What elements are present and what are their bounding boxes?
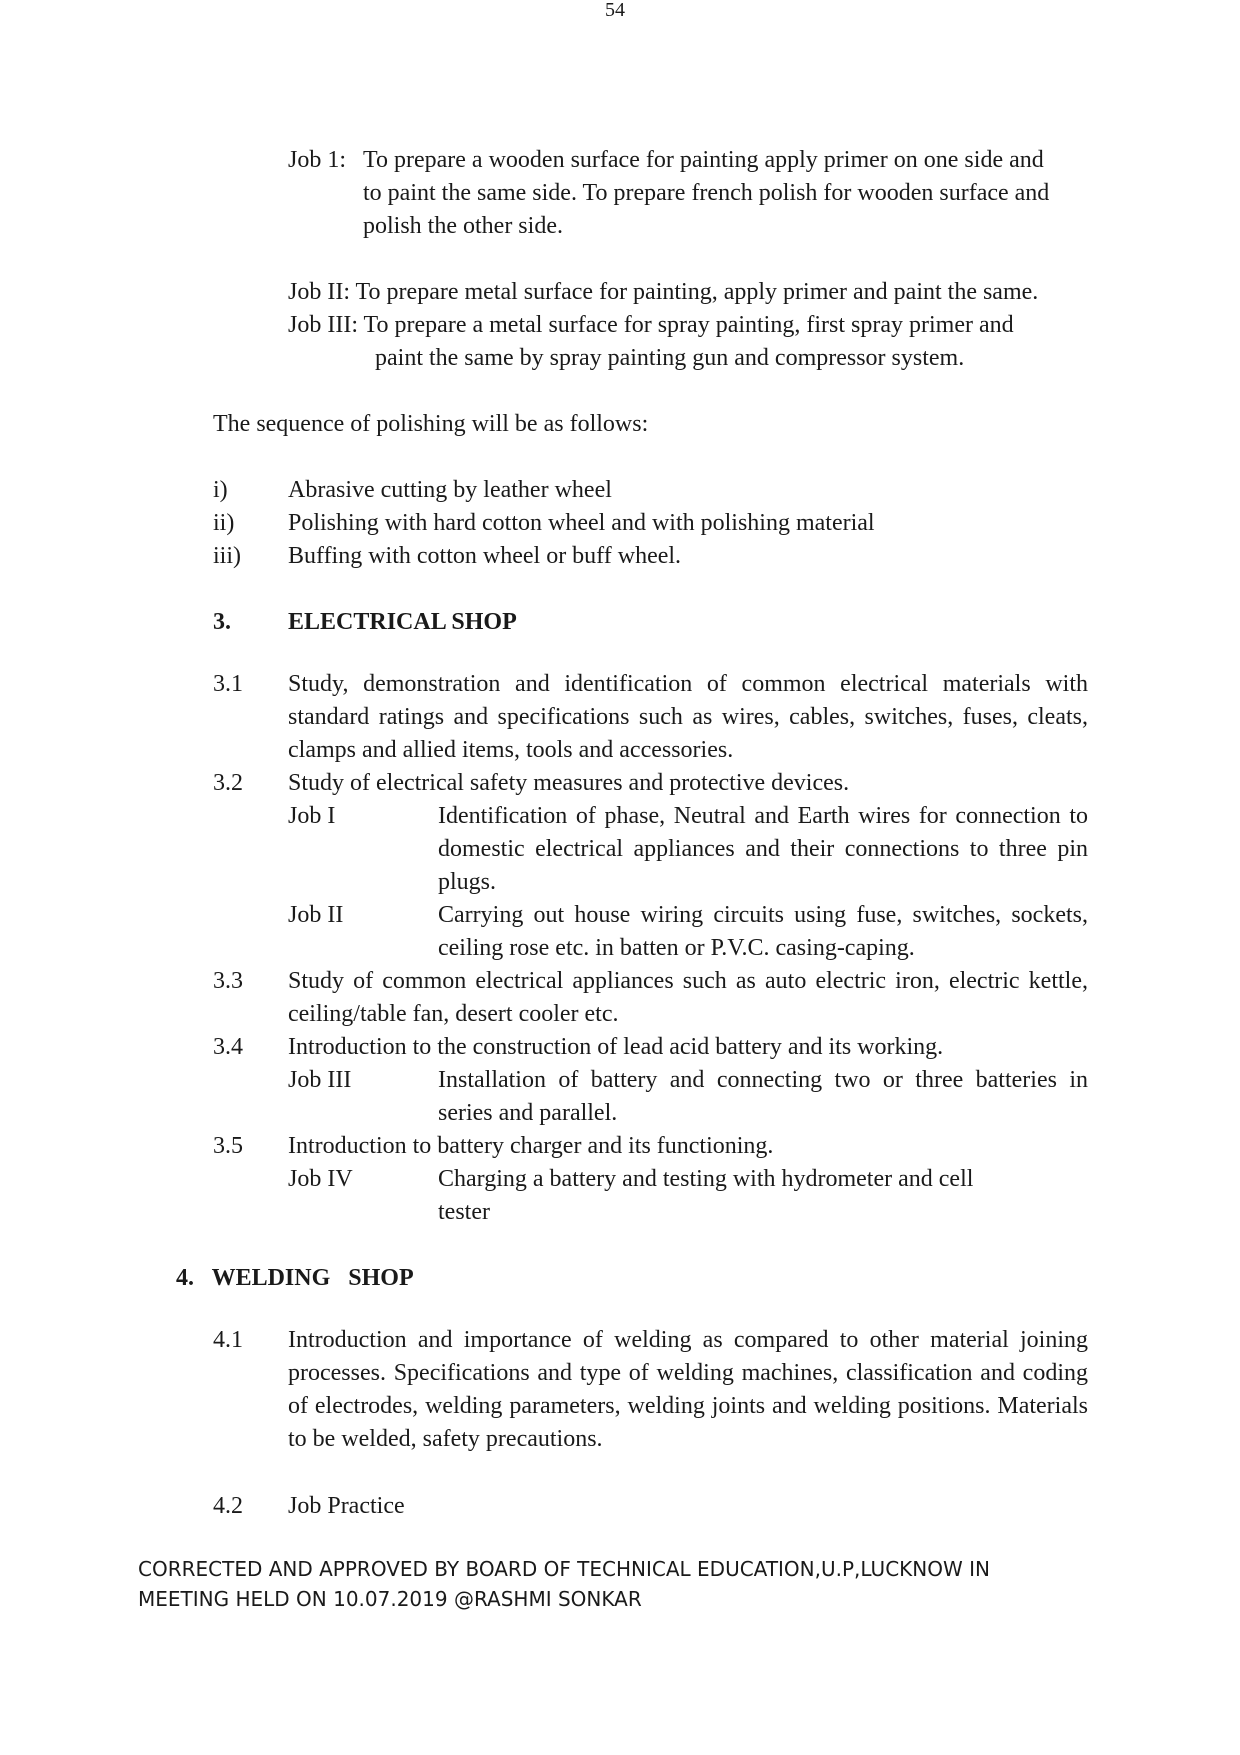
s34-text: Introduction to the construction of lead acid battery and its working.	[288, 1034, 944, 1060]
job1-line2: to paint the same side. To prepare french polish for wooden surface and	[363, 180, 1050, 206]
s41-text: Introduction and importance of welding as compared to other material joining processes. Specifications and type of welding machines, classification and coding of electrodes, welding parameters, welding joints and welding positions. Materials to be welded, safety precautions.	[288, 1327, 1088, 1452]
job1-label: Job 1:	[288, 147, 347, 173]
s33-number: 3.3	[213, 968, 243, 994]
section4-heading: 4. WELDING SHOP	[176, 1265, 414, 1291]
jobIV-label: Job IV	[288, 1166, 353, 1192]
s34-number: 3.4	[213, 1034, 243, 1060]
jobI-text: Identification of phase, Neutral and Earth wires for connection to domestic electrical appliances and their connections to three pin plugs.	[438, 803, 1088, 895]
s31-number: 3.1	[213, 671, 243, 697]
s35-text: Introduction to battery charger and its functioning.	[288, 1133, 774, 1159]
polishing-marker-1: i)	[213, 477, 228, 503]
s42-number: 4.2	[213, 1493, 243, 1519]
s33-text: Study of common electrical appliances such as auto electric iron, electric kettle, ceiling/table fan, desert cooler etc.	[288, 968, 1088, 1027]
s42-text: Job Practice	[288, 1493, 405, 1519]
s32-text: Study of electrical safety measures and protective devices.	[288, 770, 850, 796]
jobII-text: Carrying out house wiring circuits using fuse, switches, sockets, ceiling rose etc. in batten or P.V.C. casing-caping.	[438, 902, 1088, 961]
job3-line1: Job III: To prepare a metal surface for spray painting, first spray primer and	[288, 312, 1014, 338]
jobIII-label: Job III	[288, 1067, 352, 1093]
job2-text: Job II: To prepare metal surface for painting, apply primer and paint the same.	[288, 279, 1039, 305]
polishing-item-3: Buffing with cotton wheel or buff wheel.	[288, 543, 682, 569]
job1-line1: To prepare a wooden surface for painting apply primer on one side and	[363, 147, 1044, 173]
jobI-label: Job I	[288, 803, 336, 829]
footer-line1: CORRECTED AND APPROVED BY BOARD OF TECHNICAL EDUCATION,U.P,LUCKNOW IN	[138, 1557, 990, 1581]
s41-number: 4.1	[213, 1327, 243, 1353]
polishing-item-2: Polishing with hard cotton wheel and with polishing material	[288, 510, 875, 536]
footer-line2: MEETING HELD ON 10.07.2019 @RASHMI SONKAR	[138, 1587, 642, 1611]
s31-text: Study, demonstration and identification of common electrical materials with standard ratings and specifications such as wires, cables, switches, fuses, cleats, clamps and allied items, tools and accessories.	[288, 671, 1088, 763]
section3-heading: ELECTRICAL SHOP	[288, 609, 517, 635]
s35-number: 3.5	[213, 1133, 243, 1159]
jobII-label: Job II	[288, 902, 344, 928]
jobIV-line1: Charging a battery and testing with hydrometer and cell	[438, 1166, 974, 1192]
polishing-intro: The sequence of polishing will be as follows:	[213, 411, 649, 437]
s32-number: 3.2	[213, 770, 243, 796]
jobIII-text: Installation of battery and connecting two or three batteries in series and parallel.	[438, 1067, 1088, 1126]
jobIV-line2: tester	[438, 1199, 490, 1225]
polishing-item-1: Abrasive cutting by leather wheel	[288, 477, 612, 503]
polishing-marker-2: ii)	[213, 510, 235, 536]
job3-line2: paint the same by spray painting gun and compressor system.	[375, 345, 965, 371]
polishing-marker-3: iii)	[213, 543, 241, 569]
job1-line3: polish the other side.	[363, 213, 563, 239]
section3-number: 3.	[213, 609, 231, 635]
page-number: 54	[605, 0, 625, 21]
